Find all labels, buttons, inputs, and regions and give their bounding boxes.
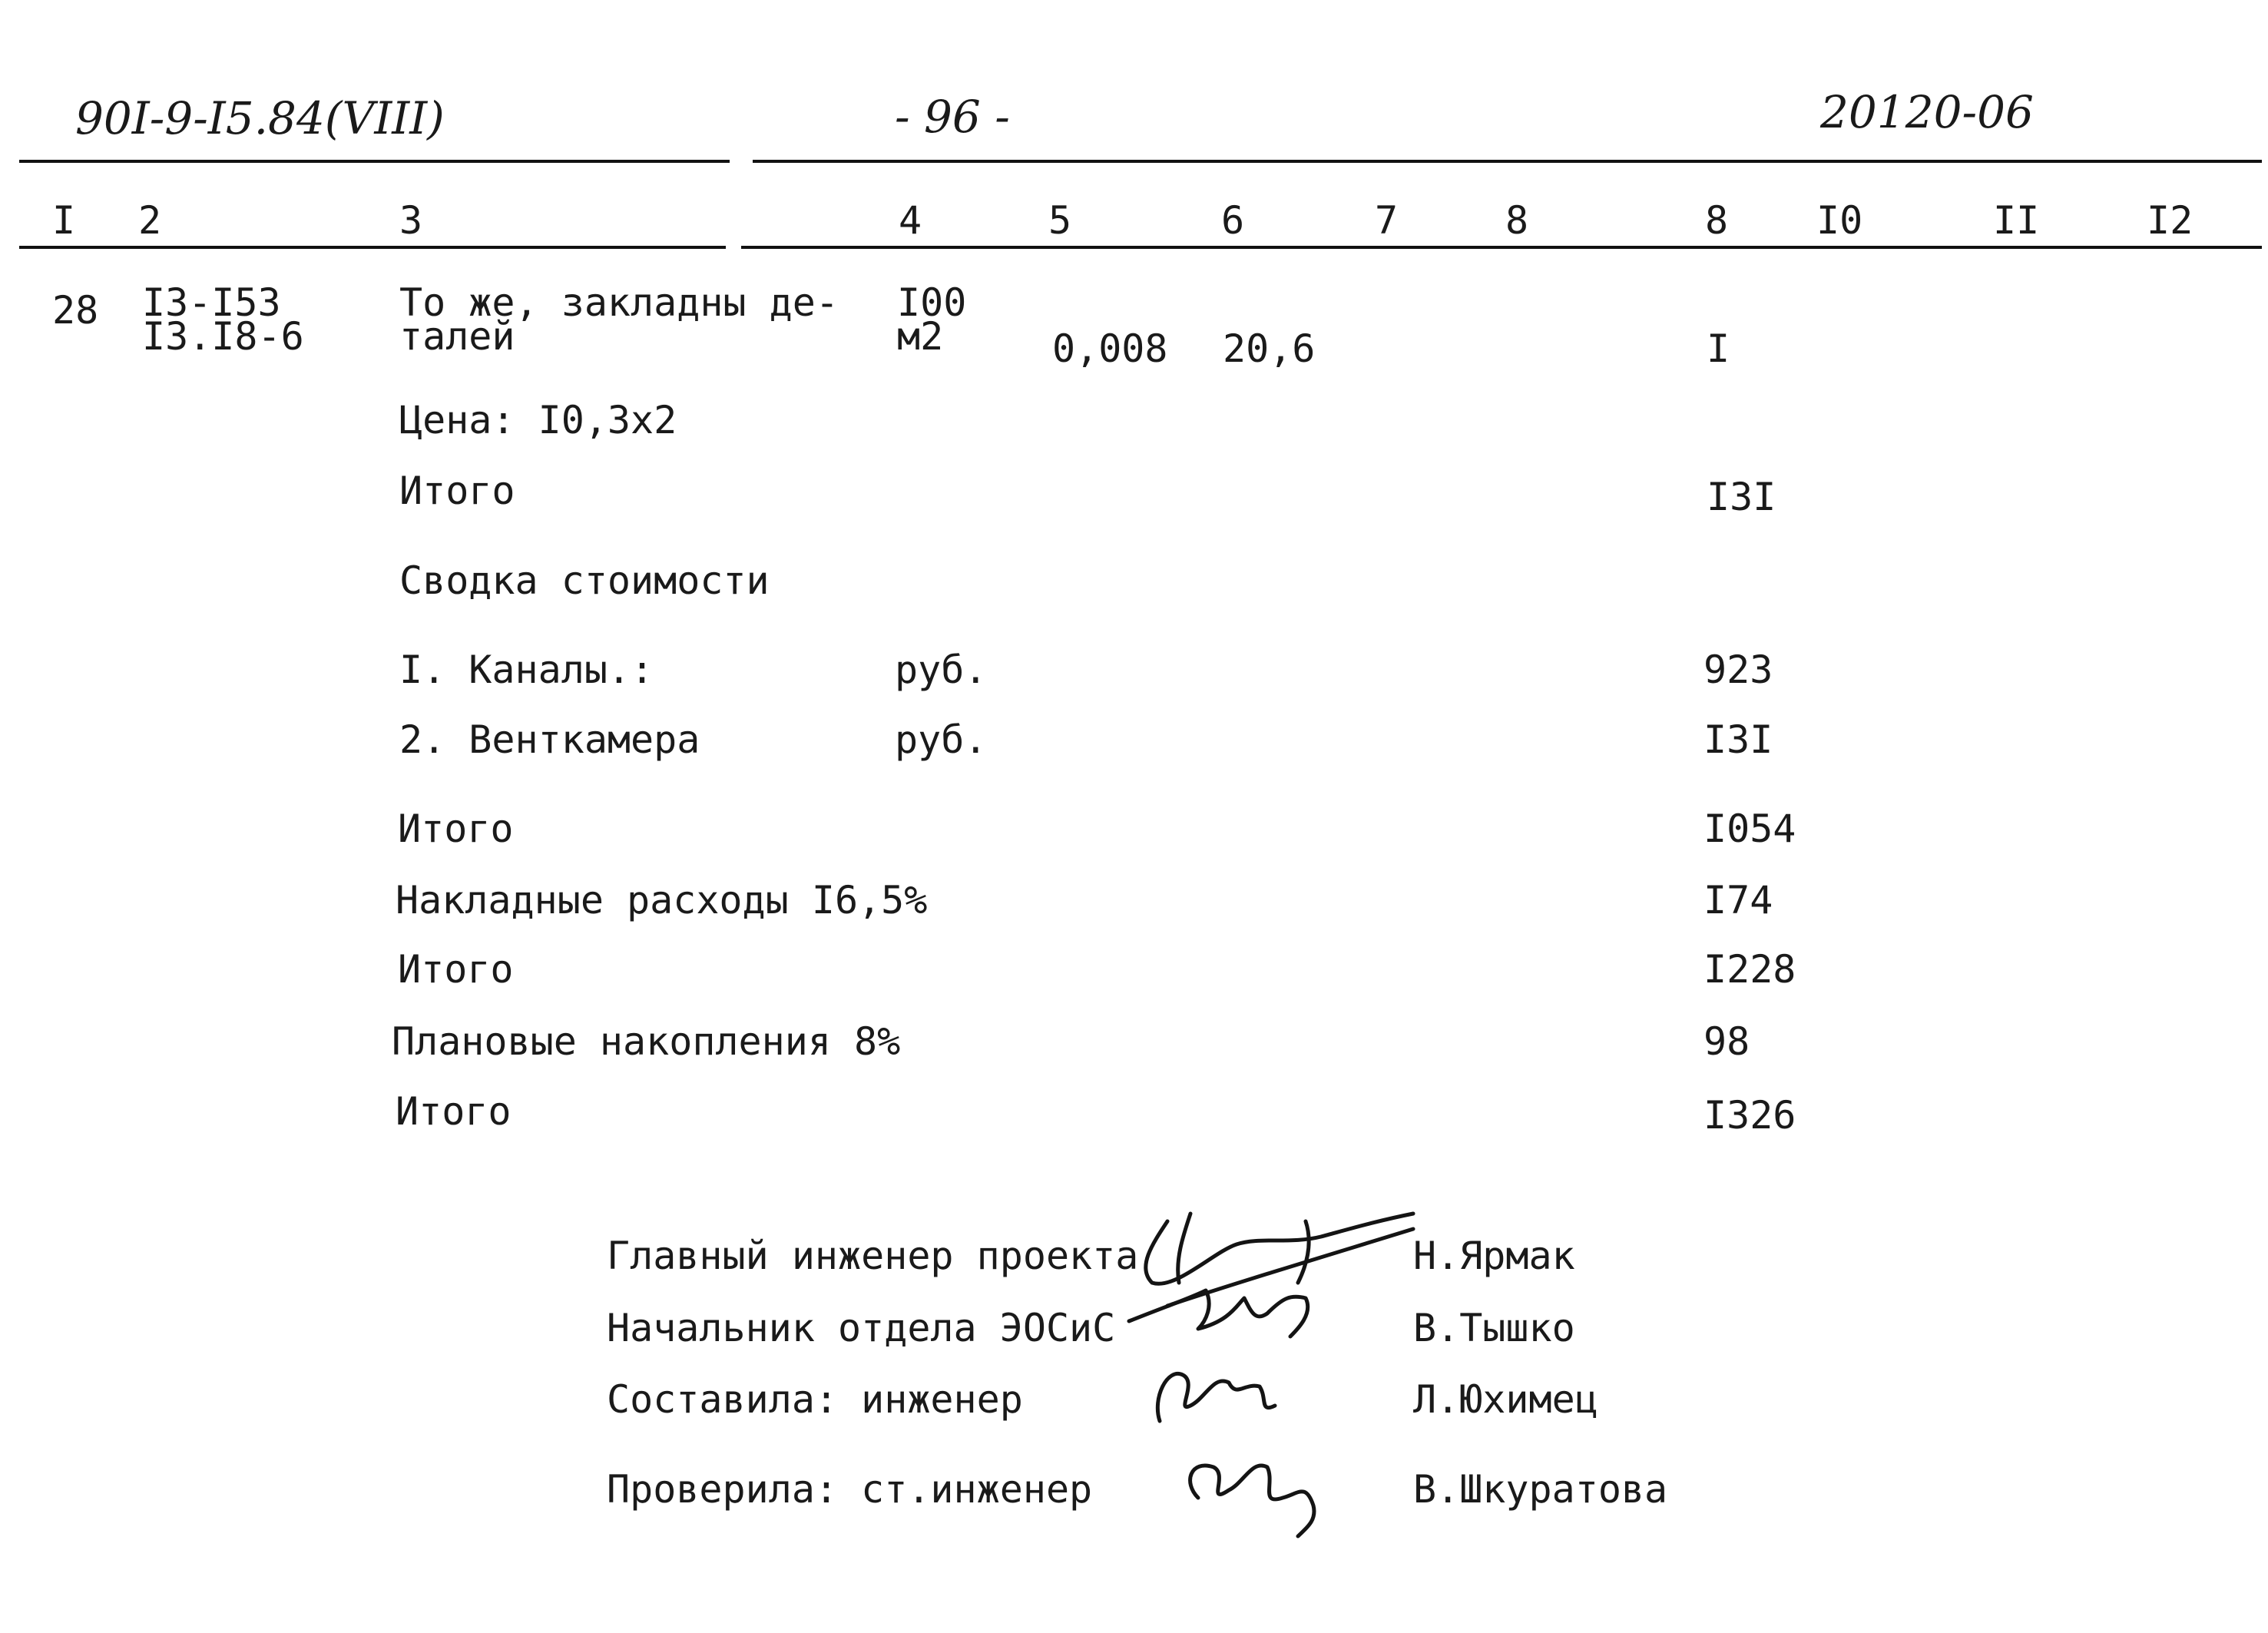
item-description-line-2: талей <box>399 314 515 359</box>
column-rule-left <box>19 246 726 249</box>
item-cost: I <box>1707 326 1730 371</box>
item-code-2: I3.I8-6 <box>142 314 304 359</box>
column-header-7: 7 <box>1375 198 1399 243</box>
total-row-label: Плановые накопления 8% <box>392 1019 901 1064</box>
page-number: - 96 - <box>895 91 1010 143</box>
signature-mark-compiler <box>1144 1352 1298 1436</box>
total-row-value: I74 <box>1703 878 1773 922</box>
column-header-6: 6 <box>1221 198 1245 243</box>
column-header-9: 8 <box>1705 198 1729 243</box>
price-note: Цена: I0,3х2 <box>399 398 677 442</box>
column-header-11: II <box>1993 198 2040 243</box>
total-row-label: Итого <box>396 1089 512 1134</box>
total-row-label: Накладные расходы I6,5% <box>396 878 928 922</box>
summary-item-label: 2. Венткамера <box>399 717 700 762</box>
column-header-10: I0 <box>1816 198 1863 243</box>
summary-item-value: 923 <box>1703 648 1773 692</box>
subtotal-value: I3I <box>1707 475 1776 519</box>
column-header-12: I2 <box>2147 198 2194 243</box>
item-unit-price: 20,6 <box>1223 326 1316 371</box>
column-header-1: I <box>52 198 76 243</box>
summary-item-label: I. Каналы.: <box>399 648 654 692</box>
document-code: 90I-9-I5.84(VIII) <box>75 92 445 144</box>
item-description-line-1: То же, закладны де- <box>399 280 839 325</box>
header-rule-left <box>19 160 730 163</box>
signature-name: Л.Юхимец <box>1413 1377 1598 1422</box>
subtotal-label: Итого <box>399 469 515 513</box>
signature-role: Составила: инженер <box>607 1377 1023 1422</box>
column-header-4: 4 <box>899 198 922 243</box>
signature-name: Н.Ярмак <box>1413 1234 1575 1278</box>
column-header-3: 3 <box>399 198 423 243</box>
summary-item-unit: руб. <box>895 717 988 762</box>
total-row-value: I228 <box>1703 947 1796 992</box>
signature-role: Главный инженер проекта <box>607 1234 1139 1278</box>
item-quantity: 0,008 <box>1052 326 1168 371</box>
signature-mark-checker <box>1167 1436 1336 1544</box>
summary-title: Сводка стоимости <box>399 558 770 603</box>
sheet-code: 20120-06 <box>1820 86 2034 138</box>
total-row-label: Итого <box>398 947 514 992</box>
column-rule-right <box>741 246 2262 249</box>
signature-role: Проверила: ст.инженер <box>607 1467 1093 1512</box>
total-row-label: Итого <box>398 807 514 851</box>
total-row-value: I326 <box>1703 1093 1796 1138</box>
column-header-2: 2 <box>138 198 162 243</box>
item-number: 28 <box>52 288 99 333</box>
summary-item-value: I3I <box>1703 717 1773 762</box>
item-unit-line-2: м2 <box>897 314 944 359</box>
signature-mark-department-head <box>1121 1275 1352 1344</box>
column-header-5: 5 <box>1048 198 1072 243</box>
signature-name: В.Тышко <box>1413 1306 1575 1350</box>
summary-item-unit: руб. <box>895 648 988 692</box>
total-row-value: I054 <box>1703 807 1796 851</box>
signature-role: Начальник отдела ЭОСиС <box>607 1306 1116 1350</box>
item-code-1: I3-I53 <box>142 280 281 325</box>
signature-name: В.Шкуратова <box>1413 1467 1668 1512</box>
total-row-value: 98 <box>1703 1019 1750 1064</box>
item-unit-line-1: I00 <box>897 280 967 325</box>
header-rule-right <box>753 160 2262 163</box>
column-header-8: 8 <box>1505 198 1529 243</box>
